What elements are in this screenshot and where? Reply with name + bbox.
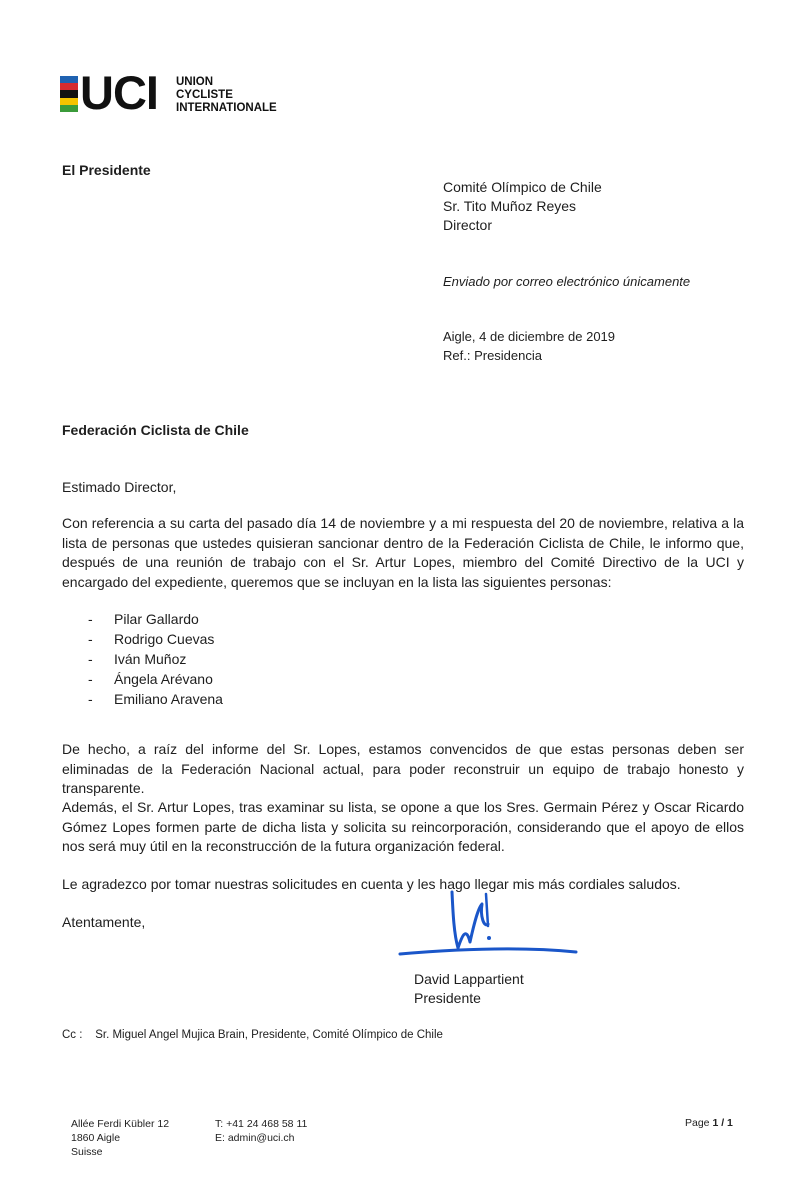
sender-title: El Presidente: [62, 162, 151, 178]
list-item: - Pilar Gallardo: [88, 611, 199, 627]
date-reference: [443, 327, 615, 365]
body-paragraph-2: De hecho, a raíz del informe del Sr. Lopes, estamos convencidos de que estas personas deben ser eliminadas de la Federación Nacional actual, para poder reconstruir un equipo de trabajo honesto y transparente.: [62, 741, 744, 796]
rainbow-stripes-icon: [60, 76, 78, 112]
person-name: Rodrigo Cuevas: [114, 631, 215, 647]
footer-phone: T: +41 24 468 58 11: [215, 1118, 308, 1130]
uci-logo: [60, 66, 300, 119]
address-line-2: 1860 Aigle: [71, 1132, 121, 1144]
person-list: [88, 609, 223, 709]
stripe-yellow: [60, 98, 78, 105]
signatory-name: David Lappartient: [414, 971, 524, 987]
delivery-note: Enviado por correo electrónico únicamente: [443, 274, 691, 289]
cc-text: Sr. Miguel Angel Mujica Brain, Presidente, Comité Olímpico de Chile: [95, 1029, 443, 1041]
handwritten-signature: [396, 886, 582, 964]
page-label: Page: [685, 1117, 710, 1129]
body-paragraph-1: Con referencia a su carta del pasado día 14 de noviembre y a mi respuesta del 20 de noviembre, relativa a la lista de personas que ustedes quisieran sancionar dentro de la Federación Ciclista de Chile, le informo que, después de una reunión de trabajo con el Sr. Artur Lopes, miembro del Comité Directivo de la UCI y encargado del expediente, queremos que se incluyan en la lista las siguientes personas:: [62, 515, 744, 590]
reference: Ref.: Presidencia: [443, 348, 542, 363]
cc-label: Cc :: [62, 1029, 83, 1041]
logo-line-2: CYCLISTE: [176, 89, 233, 101]
person-name: Iván Muñoz: [114, 651, 187, 667]
footer-address: [71, 1117, 169, 1159]
list-item: - Ángela Arévano: [88, 671, 213, 687]
list-item: - Iván Muñoz: [88, 651, 187, 667]
address-line-3: Suisse: [71, 1146, 103, 1158]
logo-line-1: UNION: [176, 76, 214, 88]
footer-email: E: admin@uci.ch: [215, 1132, 295, 1144]
signatory: [414, 970, 524, 1008]
person-name: Ángela Arévano: [114, 671, 213, 687]
closing: Atentamente,: [62, 914, 146, 930]
logo-wordmark: [176, 76, 277, 115]
recipient-org: Comité Olímpico de Chile: [443, 179, 602, 195]
stripe-blue: [60, 76, 78, 83]
footer-contact: [215, 1117, 307, 1145]
signatory-title: Presidente: [414, 990, 481, 1006]
stripe-red: [60, 83, 78, 90]
recipient-name: Sr. Tito Muñoz Reyes: [443, 198, 577, 214]
list-item: - Rodrigo Cuevas: [88, 631, 215, 647]
logo-mark: UCI: [80, 66, 158, 119]
stripe-green: [60, 105, 78, 112]
logo-line-3: INTERNATIONALE: [176, 102, 277, 114]
recipient-block: [443, 178, 602, 235]
person-name: Emiliano Aravena: [114, 691, 223, 707]
subject: Federación Ciclista de Chile: [62, 422, 249, 438]
page-number: 1 / 1: [712, 1117, 733, 1129]
person-name: Pilar Gallardo: [114, 611, 199, 627]
address-line-1: Allée Ferdi Kübler 12: [71, 1118, 170, 1130]
body-paragraph-3: Además, el Sr. Artur Lopes, tras examinar su lista, se opone a que los Sres. Germain Pérez y Oscar Ricardo Gómez Lopes formen parte de dicha lista y solicita su reincorporación, considerando que el apoyo de ellos nos será muy útil en la reconstrucción de la futura organización federal.: [62, 799, 744, 854]
list-item: - Emiliano Aravena: [88, 691, 223, 707]
salutation: Estimado Director,: [62, 479, 177, 495]
place-date: Aigle, 4 de diciembre de 2019: [443, 329, 616, 344]
stripe-black: [60, 90, 78, 97]
body-paragraph-4: Le agradezco por tomar nuestras solicitudes en cuenta y les hago llegar mis más cordiales saludos.: [62, 876, 681, 892]
cc-line: [62, 1028, 443, 1043]
page-indicator: [685, 1116, 733, 1130]
recipient-role: Director: [443, 217, 493, 233]
